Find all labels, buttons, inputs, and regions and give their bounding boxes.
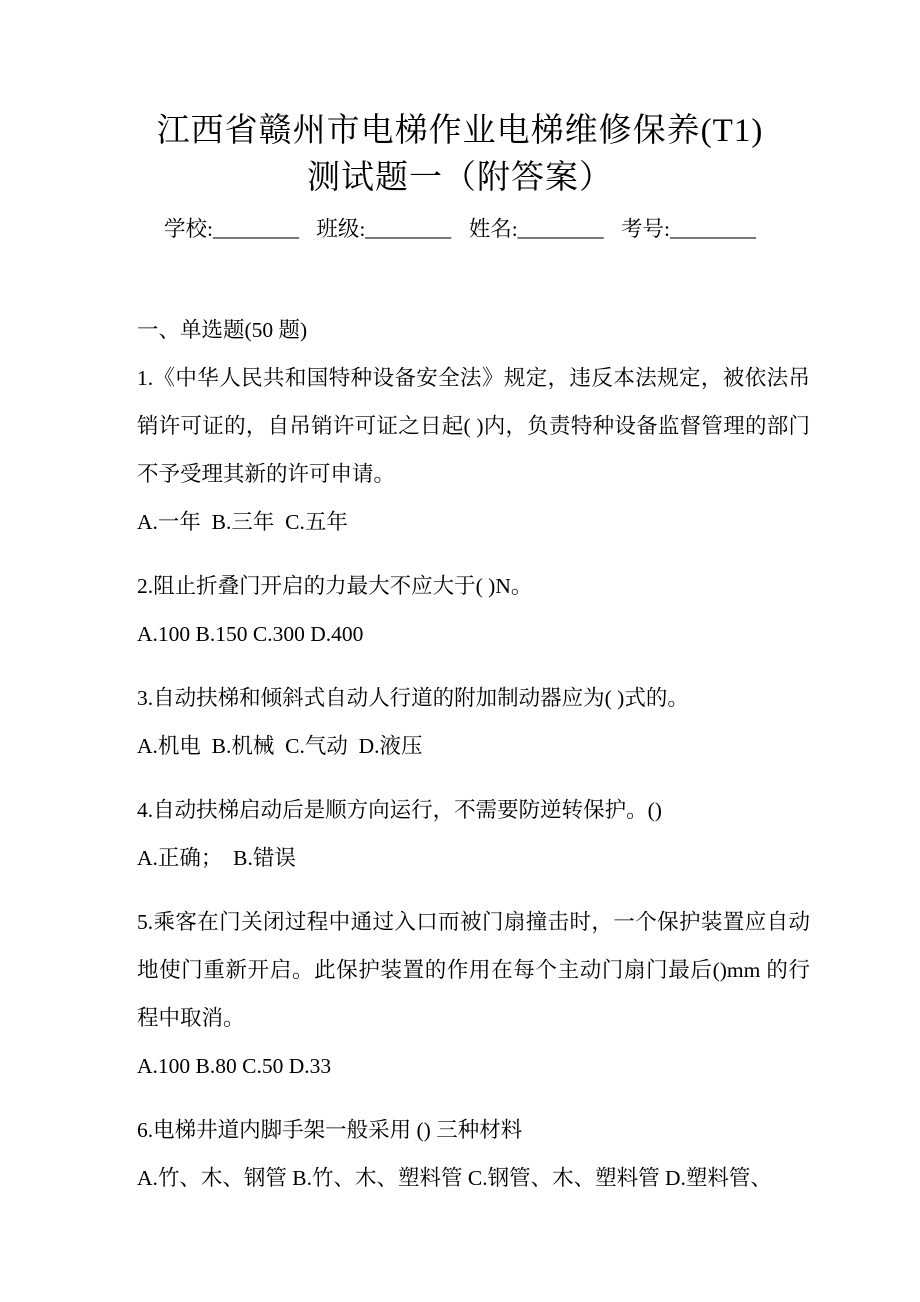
question-6-options: A.竹、木、钢管 B.竹、木、塑料管 C.钢管、木、塑料管 D.塑料管、 (137, 1166, 772, 1190)
question-4-options: A.正确； B.错误 (137, 846, 296, 870)
question-3 (137, 674, 810, 770)
question-3-options: A.机电 B.机械 C.气动 D.液压 (137, 734, 423, 758)
school-blank-field: 学校:________ (163, 217, 299, 241)
document-header (110, 108, 810, 242)
question-3-text: 3.自动扶梯和倾斜式自动人行道的附加制动器应为( )式的。 (137, 686, 689, 710)
question-6 (137, 1106, 810, 1202)
document-title (110, 108, 810, 202)
question-6-text: 6.电梯井道内脚手架一般采用 () 三种材料 (137, 1118, 523, 1142)
title-line-1: 江西省赣州市电梯作业电梯维修保养(T1) (156, 113, 764, 149)
student-info-row (110, 216, 810, 242)
question-1-options: A.一年 B.三年 C.五年 (137, 510, 348, 534)
section-header-single-choice: 一、单选题(50 题) (137, 318, 308, 342)
class-blank-field: 班级:________ (316, 217, 452, 241)
question-2 (137, 562, 810, 658)
name-blank-field: 姓名:________ (468, 217, 604, 241)
question-4-text: 4.自动扶梯启动后是顺方向运行，不需要防逆转保护。() (137, 798, 662, 822)
question-5-text: 5.乘客在门关闭过程中通过入口而被门扇撞击时，一个保护装置应自动地使门重新开启。此保护装置的作用在每个主动门扇门最后()mm 的行程中取消。 (137, 910, 810, 1030)
question-2-text: 2.阻止折叠门开启的力最大不应大于( )N。 (137, 574, 533, 598)
exam-number-blank-field: 考号:________ (621, 217, 757, 241)
question-1-text: 1.《中华人民共和国特种设备安全法》规定，违反本法规定，被依法吊销许可证的，自吊销许可证之日起( )内，负责特种设备监督管理的部门不予受理其新的许可申请。 (137, 366, 810, 486)
title-line-2: 测试题一（附答案） (307, 160, 613, 196)
question-4 (137, 786, 810, 882)
question-5-options: A.100 B.80 C.50 D.33 (137, 1054, 332, 1078)
question-5 (137, 898, 810, 1090)
question-1 (137, 354, 810, 546)
question-2-options: A.100 B.150 C.300 D.400 (137, 622, 364, 646)
